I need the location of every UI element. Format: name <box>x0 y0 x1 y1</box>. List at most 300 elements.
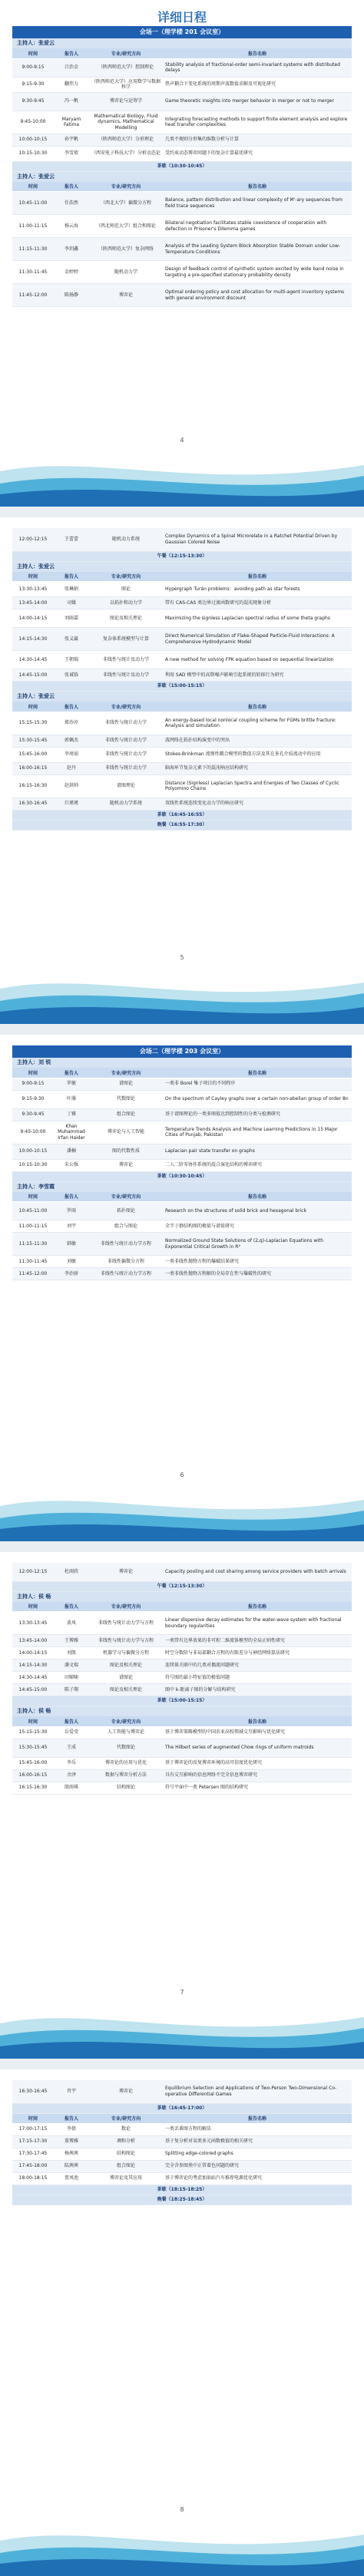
research-field: （西北师范大学）组合和图论 <box>89 215 163 238</box>
talk-title: Linear dispersive decay estimates for the water-wave system with fractional boundary regularities <box>163 1612 352 1635</box>
talk-title: 一类带有边界效果的非可积二维流体模型的全局正则性研究 <box>163 1635 352 1647</box>
table-row <box>12 146 352 161</box>
table-header-row <box>12 572 352 582</box>
session-banner: 会场一（理学楼 201 会议室） <box>12 26 352 38</box>
research-field: 谱图理论 <box>89 774 163 798</box>
research-field: 博弈论 <box>89 2080 163 2103</box>
talk-time: 9:30-9:45 <box>12 92 54 111</box>
talk-title: 符号平面中一类 Petersen 图的结构研究 <box>163 1782 352 1794</box>
reporter-name: 朱公强 <box>54 1159 89 1171</box>
research-field: 图的代数性质 <box>89 1144 163 1159</box>
break-label: 茶歇（15:00-15:15） <box>12 682 352 692</box>
research-field: 博弈论与运筹学 <box>89 92 163 111</box>
talk-title: Hypergraph Turán problems：avoiding path as star forests <box>163 582 352 597</box>
reporter-name: 王朝瑞 <box>54 651 89 669</box>
research-field: 非线性与统计动力学与方程 <box>89 1635 163 1647</box>
talk-title: 双线性系统连续变化动力学的响应研究 <box>163 798 352 810</box>
decorative-wave <box>0 445 364 507</box>
talk-title: Research on the structures of solid brick and hexagonal brick <box>163 1202 352 1220</box>
time-header: 时间 <box>12 702 54 712</box>
table-header-row <box>12 702 352 712</box>
table-row <box>12 1647 352 1660</box>
reporter-name: 刘雨嘉 <box>54 609 89 628</box>
talk-time: 9:00-9:15 <box>12 1078 54 1090</box>
table-header-row <box>12 1192 352 1202</box>
talk-title: 一类非线性抛物方程的爆破结果研究 <box>163 1256 352 1268</box>
table-header-row <box>12 1602 352 1612</box>
talk-title: 一类丢番图方程的解法 <box>163 2123 352 2135</box>
talk-title: Normalized Ground State Solutions of (2,q)-Laplacian Equations with Exponential Critical Growth in R² <box>163 1233 352 1256</box>
schedule-table <box>12 1602 352 1707</box>
research-field: 博弈论的应用与优化 <box>89 1757 163 1769</box>
talk-time: 11:45-12:00 <box>12 284 54 307</box>
time-header: 时间 <box>12 1602 54 1612</box>
field-header: 专业/研究方向 <box>89 572 163 582</box>
talk-time: 12:00-12:15 <box>12 528 54 551</box>
talk-time: 10:00-10:15 <box>12 1144 54 1159</box>
decorative-wave <box>0 2515 364 2576</box>
reporter-name: 司媛 <box>54 597 89 609</box>
table-header-row <box>12 182 352 192</box>
talk-time: 10:00-10:15 <box>12 134 54 146</box>
research-field: 博弈论 <box>89 1563 163 1581</box>
reporter-name: 金婷婷 <box>54 261 89 284</box>
reporter-name: 冯一帆 <box>54 92 89 111</box>
table-row <box>12 215 352 238</box>
table-row <box>12 1268 352 1280</box>
break-label: 晚餐（16:55-17:30） <box>12 820 352 830</box>
table-row <box>12 774 352 798</box>
field-header: 专业/研究方向 <box>89 1602 163 1612</box>
talk-title: 脑海环节复杂元素下的混沌响应结构研究 <box>163 762 352 774</box>
table-row <box>12 1144 352 1159</box>
table-row <box>12 1233 352 1256</box>
talk-title: 基于谱图理论的一类多图值达到控制性的分类与检测研究 <box>163 1108 352 1121</box>
decorative-wave <box>0 1997 364 2059</box>
reporter-name: 郑沙淳 <box>54 712 89 735</box>
table-row <box>12 1202 352 1220</box>
reporter-name: 杜雨欣 <box>54 1563 89 1581</box>
reporter-name: 李雪倩 <box>54 146 89 161</box>
talk-title: 图中 k-距离子图的分解与结构研究 <box>163 1684 352 1696</box>
research-field: 图论及相关理论 <box>89 1660 163 1672</box>
talk-time: 17:45-18:00 <box>12 2160 54 2172</box>
break-label: 茶歇（10:30-10:45） <box>12 1171 352 1181</box>
research-field: 图论 <box>89 582 163 597</box>
talk-time: 13:45-14:00 <box>12 597 54 609</box>
schedule-table <box>12 1192 352 1281</box>
title-header: 报告名称 <box>163 182 352 192</box>
research-field: （陕西师范大学）控制理论 <box>89 58 163 77</box>
reporter-name: 罗敏 <box>54 1078 89 1090</box>
talk-title: 波网络在拓扑结构演变中的突出 <box>163 735 352 747</box>
field-header: 专业/研究方向 <box>89 1192 163 1202</box>
table-row <box>12 798 352 810</box>
talk-time: 14:15-14:30 <box>12 628 54 651</box>
research-field: 非线性偏微分方程 <box>89 1256 163 1268</box>
talk-time: 9:00-9:15 <box>12 58 54 77</box>
table-row <box>12 238 352 261</box>
schedule-table <box>12 1716 352 1795</box>
break-label: 茶歇（18:15-18:25） <box>12 2185 352 2195</box>
talk-time: 12:00-12:15 <box>12 1563 54 1581</box>
table-row <box>12 1220 352 1233</box>
talk-time: 14:15-14:30 <box>12 1660 54 1672</box>
talk-title: An energy-based local nonlocal coupling scheme for FGMs brittle fracture: Analysis and simulation <box>163 712 352 735</box>
talk-time: 11:15-11:30 <box>12 238 54 261</box>
research-field: 非线性与统计动力学方程 <box>89 1268 163 1280</box>
reporter-name: 王蕾蕾 <box>54 528 89 551</box>
chair-label: 主持人：张爱云 <box>12 562 352 572</box>
talk-time: 11:30-11:45 <box>12 1256 54 1268</box>
reporter-name: 潘楠 <box>54 1144 89 1159</box>
time-header: 时间 <box>12 2113 54 2123</box>
field-header: 专业/研究方向 <box>89 1068 163 1078</box>
talk-time: 11:15-11:30 <box>12 1233 54 1256</box>
field-header: 专业/研究方向 <box>89 182 163 192</box>
reporter-name: 黄凤 <box>54 1612 89 1635</box>
research-field: 机器学习与偏微分方程 <box>89 1647 163 1660</box>
table-row <box>12 597 352 609</box>
talk-time: 15:45-16:00 <box>12 747 54 762</box>
table-header-row <box>12 1068 352 1078</box>
page-content <box>12 517 352 831</box>
research-field: 代数图论 <box>89 1090 163 1108</box>
title-header: 报告名称 <box>163 702 352 712</box>
research-field: 随机动力系统 <box>89 528 163 551</box>
table-row <box>12 2172 352 2185</box>
talk-time: 13:45-14:00 <box>12 1635 54 1647</box>
schedule-table <box>12 2080 352 2205</box>
schedule-table <box>12 48 352 172</box>
reporter-name: 贾凤池 <box>54 2172 89 2185</box>
table-row <box>12 1660 352 1672</box>
table-row <box>12 1782 352 1794</box>
break-label: 茶歇（10:30-10:45） <box>12 161 352 171</box>
page-number: 5 <box>180 954 184 961</box>
reporter-name: 殷雨琪 <box>54 1782 89 1794</box>
talk-title: Stability analysis of fractional-order semi-invariant systems with distributed delays <box>163 58 352 77</box>
table-row <box>12 134 352 146</box>
talk-time: 10:45-11:00 <box>12 192 54 215</box>
research-field: 非线性与统计动力学与方程 <box>89 1612 163 1635</box>
reporter-name: 陈子翔 <box>54 1684 89 1696</box>
schedule-table <box>12 572 352 692</box>
research-field: 数论 <box>89 2123 163 2135</box>
break-row <box>12 2195 352 2204</box>
research-field: 非线性与统计动力学 <box>89 735 163 747</box>
talk-title: 连续体关联中的几类对偶流问题研究 <box>163 1660 352 1672</box>
talk-time: 17:00-17:15 <box>12 2123 54 2135</box>
talk-title: Distance (Signless) Laplacian Spectra and Energies of Two Classes of Cyclic Polyomino Chains <box>163 774 352 798</box>
table-row <box>12 92 352 111</box>
research-field: 组合与图论 <box>89 1220 163 1233</box>
talk-title: Complex Dynamics of a Spinal Microrelate in a Ratchet Potential Driven by Gaussian Colored Noise <box>163 528 352 551</box>
chair-label: 主持人：刘 锐 <box>12 1058 352 1068</box>
research-field: （陕西师范大学）分形理论 <box>89 134 163 146</box>
talk-title: On the spectrum of Cayley graphs over a certain non-abelian group of order 8n <box>163 1090 352 1108</box>
document-title: 详细日程 <box>157 10 207 25</box>
session-banner: 会场二（理学楼 203 会议室） <box>12 1045 352 1058</box>
talk-time: 16:30-16:45 <box>12 798 54 810</box>
reporter-name: 王博雅 <box>54 1635 89 1647</box>
field-header: 专业/研究方向 <box>89 702 163 712</box>
research-field: 谱图论 <box>89 1078 163 1090</box>
reporter-name: 叶藻 <box>54 1090 89 1108</box>
research-field: 复杂体系统模型与计算 <box>89 628 163 651</box>
talk-title: 基于博弈论的反复博弈环境的高可信度优化研究 <box>163 1757 352 1769</box>
talk-time: 16:00-16:15 <box>12 1769 54 1782</box>
table-row <box>12 1090 352 1108</box>
talk-title: 完全含参图类中正常着色问题的研究 <box>163 2160 352 2172</box>
talk-title: Game theoretic insights into merger behavior in merger or not to merger <box>163 92 352 111</box>
title-header: 报告名称 <box>163 1602 352 1612</box>
reporter-name: 韩敏 <box>54 1233 89 1256</box>
decorative-wave <box>0 1480 364 1541</box>
reporter-name: 巨瑾瑾 <box>54 798 89 810</box>
talk-title: Balance, pattern distribution and linear complexity of M'-ary sequences from field trace sequences <box>163 192 352 215</box>
talk-title: 时空分数阶与非局部耦合方程的有限差分与神经网络算法研究 <box>163 1647 352 1660</box>
reporter-header: 报告人 <box>54 572 89 582</box>
talk-time: 10:15-10:30 <box>12 146 54 161</box>
chair-label: 主持人：张爱云 <box>12 692 352 702</box>
chair-label: 主持人：张爱云 <box>12 172 352 182</box>
talk-time: 9:45-10:00 <box>12 1121 54 1144</box>
research-field: 博弈论 <box>89 1159 163 1171</box>
reporter-name: 陆茜茜 <box>54 2160 89 2172</box>
reporter-name: 刘敏 <box>54 1256 89 1268</box>
table-row <box>12 58 352 77</box>
table-row <box>12 1563 352 1581</box>
field-header: 专业/研究方向 <box>89 1716 163 1726</box>
table-row <box>12 1757 352 1769</box>
table-row <box>12 1108 352 1121</box>
research-field: 随机动力学系统 <box>89 798 163 810</box>
break-label: 午餐（12:15-13:30） <box>12 1581 352 1591</box>
table-row <box>12 1672 352 1684</box>
time-header: 时间 <box>12 1068 54 1078</box>
title-header: 报告名称 <box>163 1192 352 1202</box>
break-row <box>12 820 352 830</box>
talk-title: 二人二阶零协作系统的混合演化结构的博弈研究 <box>163 1159 352 1171</box>
chair-label: 主持人：李雪霞 <box>12 1182 352 1192</box>
break-row <box>12 551 352 561</box>
talk-title: 一类非 Borel 集子项目的不同程序 <box>163 1078 352 1090</box>
talk-time: 14:00-14:15 <box>12 1647 54 1660</box>
reporter-name: 陈扬静 <box>54 284 89 307</box>
table-row <box>12 1121 352 1144</box>
schedule-page <box>0 1035 364 1541</box>
talk-title: Equilibrium Selection and Applications of Two-Person Two-Dimensional Co-operative Differential Games <box>163 2080 352 2103</box>
talk-time: 16:15-16:30 <box>12 1782 54 1794</box>
table-row <box>12 2160 352 2172</box>
talk-time: 15:45-16:00 <box>12 1757 54 1769</box>
field-header: 专业/研究方向 <box>89 2113 163 2123</box>
reporter-header: 报告人 <box>54 1068 89 1078</box>
page-content <box>12 2069 352 2205</box>
reporter-name: 刘凯 <box>54 1647 89 1660</box>
title-header: 报告名称 <box>163 572 352 582</box>
talk-title: Stokes-Brinkman 流弹性耦合模型的数值方法及其在多孔介质流动中的应用 <box>163 747 352 762</box>
talk-title: A new method for solving FPK equation based on sequential linearization <box>163 651 352 669</box>
talk-title: Laplacian pair state transfer on graphs <box>163 1144 352 1159</box>
page-content <box>12 0 352 307</box>
talk-title: Capacity pooling and cost sharing among service providers with batch arrivals <box>163 1563 352 1581</box>
talk-title: 具有交互影响的信息网络不完全信息博弈研究 <box>163 1769 352 1782</box>
talk-time: 17:15-17:30 <box>12 2135 54 2148</box>
research-field: 博弈论与人工智能 <box>89 1121 163 1144</box>
talk-time: 16:30-16:45 <box>12 2080 54 2103</box>
reporter-name: 潘文瑞 <box>54 1660 89 1672</box>
reporter-header: 报告人 <box>54 2113 89 2123</box>
talk-title: 利用 SAD 模型中的高斯噪声影响引起系统的转移行为研究 <box>163 669 352 682</box>
table-row <box>12 2135 352 2148</box>
research-field: 组合图论 <box>89 2160 163 2172</box>
talk-time: 18:00-18:15 <box>12 2172 54 2185</box>
decorative-wave <box>0 963 364 1024</box>
reporter-name: 董博雅 <box>54 2135 89 2148</box>
reporter-name: 李治骄 <box>54 1268 89 1280</box>
table-header-row <box>12 1716 352 1726</box>
reporter-name: 李玥鑫 <box>54 238 89 261</box>
research-field: 博弈论 <box>89 284 163 307</box>
time-header: 时间 <box>12 182 54 192</box>
research-field: （陕西师范大学）应用数学与数据科学 <box>89 77 163 92</box>
research-field: 非线性与统计及动力学 <box>89 651 163 669</box>
talk-time: 10:15-10:30 <box>12 1159 54 1171</box>
table-row <box>12 1635 352 1647</box>
talk-time: 17:30-17:45 <box>12 2148 54 2160</box>
table-row <box>12 609 352 628</box>
break-row <box>12 2103 352 2113</box>
talk-title: Direct Numerical Simulation of Flake-Shaped Particle-Fluid Interactions: A Comprehensive Hydrodynamic Model <box>163 628 352 651</box>
table-row <box>12 669 352 682</box>
reporter-name: 孙宇帆 <box>54 134 89 146</box>
talk-time: 10:45-11:00 <box>12 1202 54 1220</box>
table-row <box>12 528 352 551</box>
talk-time: 11:00-11:15 <box>12 215 54 238</box>
reporter-name: 岳爱莹 <box>54 1726 89 1739</box>
reporter-name: 张琳娟 <box>54 582 89 597</box>
talk-title: 基于博弈策略模型的中国农业高校领域交互影响与优化研究 <box>163 1726 352 1739</box>
time-header: 时间 <box>12 1192 54 1202</box>
table-row <box>12 77 352 92</box>
talk-title: 一类非线性抛物方程解的全局存在性与爆破性的研究 <box>163 1268 352 1280</box>
reporter-name: 杨茜茜 <box>54 2148 89 2160</box>
research-field: （西安电子科技大学）分析动态论 <box>89 146 163 161</box>
talk-time: 11:30-11:45 <box>12 261 54 284</box>
table-row <box>12 1739 352 1757</box>
reporter-name: 刘宇 <box>54 1220 89 1233</box>
research-field: 代数图论 <box>89 1739 163 1757</box>
reporter-name: 罗雨 <box>54 1202 89 1220</box>
page-number: 8 <box>180 2506 184 2513</box>
field-header: 专业/研究方向 <box>89 48 163 58</box>
reporter-name: 张义赢 <box>54 628 89 651</box>
reporter-name: 李乐 <box>54 1757 89 1769</box>
table-header-row <box>12 48 352 58</box>
talk-time: 15:30-15:45 <box>12 735 54 747</box>
reporter-name: 任浩然 <box>54 192 89 215</box>
talk-title: 全半子群结构图的极值与谱值研究 <box>163 1220 352 1233</box>
talk-title: 带有 CAS-CAS 类边界过渡函数研究的混沌现象分析 <box>163 597 352 609</box>
talk-time: 15:30-15:45 <box>12 1739 54 1757</box>
reporter-name: 杨云海 <box>54 215 89 238</box>
talk-time: 9:45-10:00 <box>12 111 54 134</box>
time-header: 时间 <box>12 48 54 58</box>
schedule-page <box>0 517 364 1024</box>
reporter-name: 田啸啸 <box>54 1672 89 1684</box>
reporter-header: 报告人 <box>54 1716 89 1726</box>
research-field: 非线性与统计动力学方程 <box>89 1233 163 1256</box>
break-row <box>12 1696 352 1706</box>
schedule-table <box>12 702 352 831</box>
title-header: 报告名称 <box>163 48 352 58</box>
talk-title: The Hilbert series of augmented Chow rings of uniform matroids <box>163 1739 352 1757</box>
break-row <box>12 682 352 692</box>
reporter-header: 报告人 <box>54 1192 89 1202</box>
chair-label: 主持人：张爱云 <box>12 38 352 48</box>
talk-title: Bilateral negotiation facilitates stable coexistence of cooperation with defection in Prisoner's Dilemma games <box>163 215 352 238</box>
table-row <box>12 2123 352 2135</box>
research-field: 结构图论 <box>89 2148 163 2160</box>
talk-time: 11:45-12:00 <box>12 1268 54 1280</box>
schedule-table <box>12 182 352 308</box>
table-row <box>12 1726 352 1739</box>
table-row <box>12 1769 352 1782</box>
talk-time: 9:15-9:30 <box>12 1090 54 1108</box>
talk-title: Splitting edge-colored graphs <box>163 2148 352 2160</box>
break-label: 晚餐（18:25-18:45） <box>12 2195 352 2204</box>
schedule-table <box>12 1563 352 1592</box>
schedule-table <box>12 528 352 562</box>
talk-time: 9:15-9:30 <box>12 77 54 92</box>
break-label: 午餐（12:15-13:30） <box>12 551 352 561</box>
table-row <box>12 582 352 597</box>
talk-time: 16:00-16:15 <box>12 762 54 774</box>
talk-time: 15:15-15:30 <box>12 1726 54 1739</box>
title-header: 报告名称 <box>163 1716 352 1726</box>
talk-title: 基于博弈论的考虑加油站汽车推荐电源优化研究 <box>163 2172 352 2185</box>
schedule-page <box>0 0 364 507</box>
title-header: 报告名称 <box>163 1068 352 1078</box>
break-row <box>12 810 352 820</box>
table-row <box>12 628 352 651</box>
talk-time: 14:45-15:00 <box>12 1684 54 1696</box>
talk-title: 符号图的最小特征值的极值问题 <box>163 1672 352 1684</box>
talk-time: 16:15-16:30 <box>12 774 54 798</box>
talk-title: Analysis of the Leading System Block Absorption Stable Domain under Low-Temperature Conditions <box>163 238 352 261</box>
reporter-header: 报告人 <box>54 48 89 58</box>
research-field: 图论及相关理论 <box>89 609 163 628</box>
page-number: 7 <box>180 1989 184 1996</box>
reporter-name: 王成 <box>54 1739 89 1757</box>
table-row <box>12 284 352 307</box>
table-row <box>12 1256 352 1268</box>
time-header: 时间 <box>12 572 54 582</box>
reporter-name: 吕治金 <box>54 58 89 77</box>
title-header: 报告名称 <box>163 2113 352 2123</box>
table-row <box>12 192 352 215</box>
break-label: 茶歇（16:45-16:55） <box>12 810 352 820</box>
research-field: 非线性与统计动力学 <box>89 762 163 774</box>
talk-title: Design of feedback control of synthetic system excited by wide band noise in targeting a pre-specified stationary probability density <box>163 261 352 284</box>
reporter-name: 赵洪帅 <box>54 774 89 798</box>
research-field: 以拓扑和动力学 <box>89 597 163 609</box>
table-row <box>12 712 352 735</box>
research-field: 人工智能与博弈论 <box>89 1726 163 1739</box>
talk-time: 11:00-11:15 <box>12 1220 54 1233</box>
